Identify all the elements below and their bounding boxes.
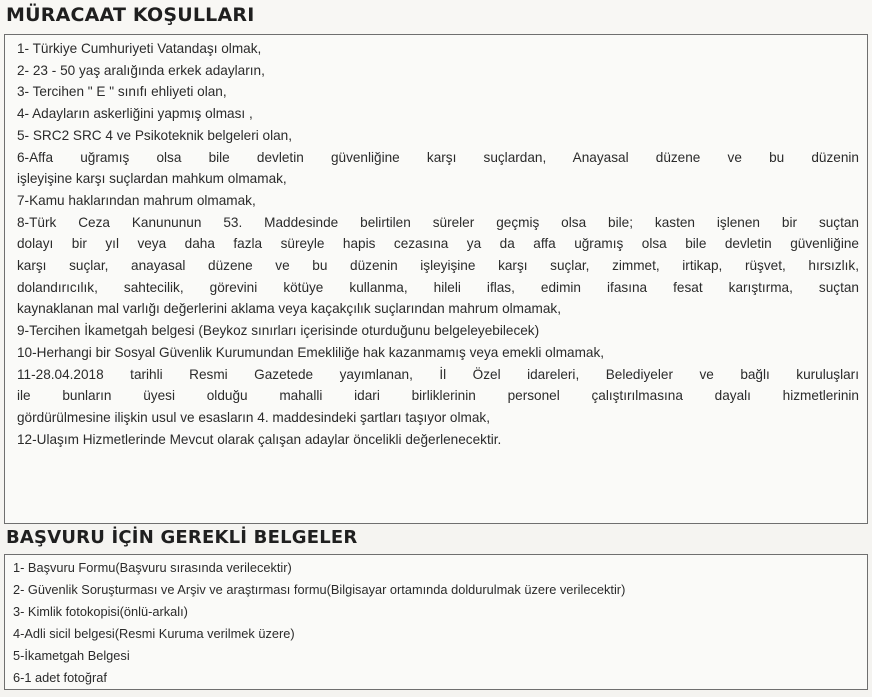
- condition-line: 11-28.04.2018 tarihli Resmi Gazetede yayımlanan, İl Özel idareleri, Belediyeler ve bağlı kuruluşları: [17, 366, 859, 382]
- condition-line: 10-Herhangi bir Sosyal Güvenlik Kurumundan Emekliliğe hak kazanmamış veya emekli olmamak,: [17, 344, 605, 360]
- document-line: 1- Başvuru Formu(Başvuru sırasında verilecektir): [13, 560, 292, 575]
- condition-line: ile bunların üyesi olduğu mahalli idari birliklerinin personel çalıştırılmasına dayalı hizmetlerinin: [17, 388, 859, 404]
- document-line: 4-Adli sicil belgesi(Resmi Kuruma verilmek üzere): [13, 626, 295, 642]
- documents-box: [4, 554, 868, 690]
- document-line: 2- Güvenlik Soruşturması ve Arşiv ve araştırması formu(Bilgisayar ortamında doldurulmak üzere verilecektir): [13, 582, 626, 598]
- condition-line: 3- Tercihen " E " sınıfı ehliyeti olan,: [17, 84, 227, 100]
- condition-line: 8-Türk Ceza Kanununun 53. Maddesinde belirtilen süreler geçmiş olsa bile; kasten işlenen bir suçtan: [17, 214, 859, 230]
- conditions-box: [4, 34, 868, 524]
- section-title-required-documents: BAŞVURU İÇİN GEREKLİ BELGELER: [6, 527, 358, 548]
- condition-line: 5- SRC2 SRC 4 ve Psikoteknik belgeleri olan,: [17, 127, 293, 143]
- condition-line: 2- 23 - 50 yaş aralığında erkek adayların,: [17, 62, 265, 78]
- condition-line: 9-Tercihen İkametgah belgesi (Beykoz sınırları içerisinde oturduğunu belgeleyebilecek): [17, 323, 540, 339]
- document-line: 3- Kimlik fotokopisi(önlü-arkalı): [13, 604, 188, 620]
- condition-line: dolandırıcılık, sahtecilik, görevini kötüye kullanma, hileli iflas, edimin ifasına fesat karıştırma, suçtan: [17, 279, 859, 295]
- document-line: 5-İkametgah Belgesi: [13, 648, 130, 664]
- condition-line: 4- Adayların askerliğini yapmış olması ,: [17, 106, 253, 122]
- condition-line: dolayı bir yıl veya daha fazla süreyle hapis cezasına ya da affa uğramış olsa bile devletin güvenliğine: [17, 236, 859, 252]
- condition-line: 12-Ulaşım Hizmetlerinde Mevcut olarak çalışan adaylar öncelikli değerlenecektir.: [17, 431, 502, 447]
- condition-line: 6-Affa uğramış olsa bile devletin güvenliğine karşı suçlardan, Anayasal düzene ve bu düzenin: [17, 149, 859, 165]
- condition-line: işleyişine karşı suçlardan mahkum olmamak,: [17, 171, 287, 187]
- section-title-application-conditions: MÜRACAAT KOŞULLARI: [6, 4, 255, 26]
- document-line: 6-1 adet fotoğraf: [13, 670, 107, 686]
- condition-line: 7-Kamu haklarından mahrum olmamak,: [17, 192, 256, 208]
- condition-line: kaynaklanan mal varlığı değerlerini aklama veya kaçakçılık suçlarından mahrum olmamak,: [17, 301, 561, 317]
- condition-line: 1- Türkiye Cumhuriyeti Vatandaşı olmak,: [17, 41, 262, 56]
- condition-line: gördürülmesine ilişkin usul ve esasların 4. maddesindeki şartları taşıyor olmak,: [17, 409, 490, 425]
- condition-line: karşı suçlar, anayasal düzene ve bu düzenin işleyişine karşı suçlar, zimmet, irtikap, rüşvet, hırsızlık,: [17, 258, 859, 274]
